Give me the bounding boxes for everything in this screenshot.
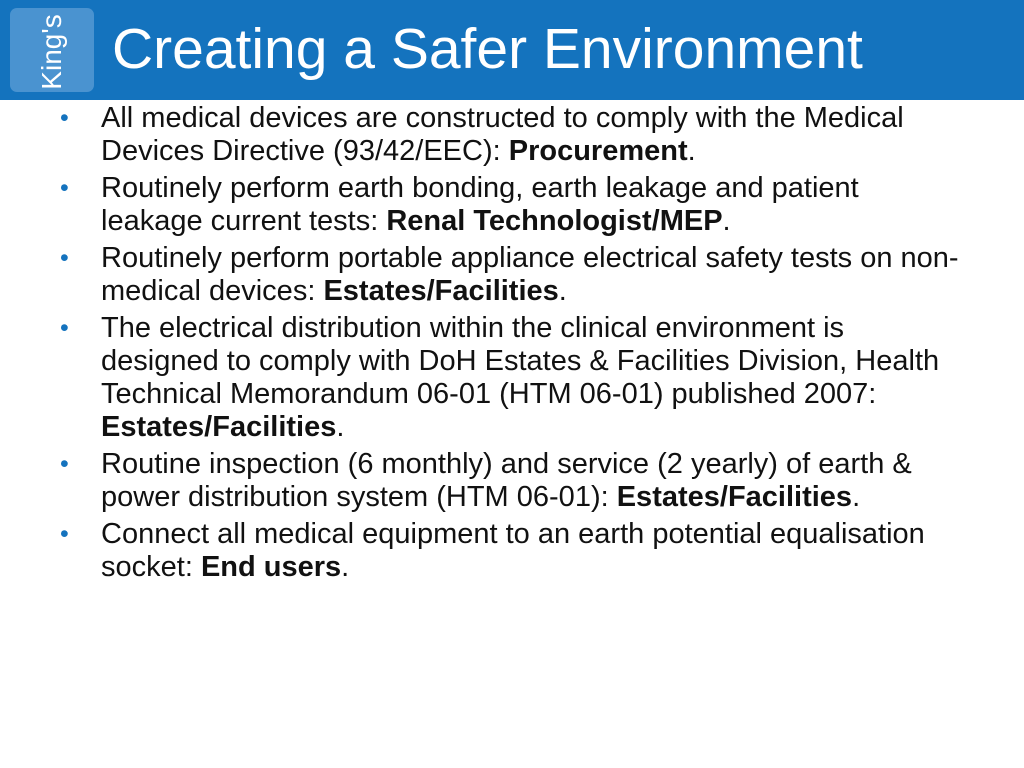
bullet-text: Routinely perform portable appliance electrical safety tests on non-medical devices: [101, 242, 959, 307]
bullet-text: Routine inspection (6 monthly) and service (2 yearly) of earth & power distribution system (HTM 06-01): [101, 448, 912, 513]
bullet-text: Connect all medical equipment to an earth potential equalisation socket: [101, 518, 925, 583]
bullet-item [60, 312, 960, 444]
bullet-end: . [341, 551, 350, 583]
bullet-marker: • [60, 314, 69, 342]
bullet-item [60, 102, 960, 168]
bullet-marker: • [60, 520, 69, 548]
kings-logo [10, 8, 94, 92]
responsible-party: End users [200, 551, 342, 583]
bullet-item [60, 172, 960, 238]
bullet-end: . [336, 411, 345, 443]
bullet-marker: • [60, 244, 69, 272]
bullet-end: . [687, 135, 696, 167]
logo-text: King's [36, 14, 67, 90]
bullet-item [60, 518, 960, 584]
bullet-text: Routinely perform earth bonding, earth leakage and patient leakage current tests: [101, 172, 859, 237]
bullet-text: The electrical distribution within the clinical environment is designed to comply with DoH Estates & Facilities Division, Health Technical Memorandum 06-01 (HTM 06-01) published 2007: [101, 312, 940, 410]
bullet-marker: • [60, 450, 69, 478]
slide-title: Creating a Safer Environment [112, 17, 863, 81]
bullet-text: All medical devices are constructed to comply with the Medical Devices Directive (93/42/EEC): [101, 102, 904, 167]
bullet-item [60, 448, 960, 514]
bullet-end: . [558, 275, 567, 307]
bullet-marker: • [60, 174, 69, 202]
bullet-list [60, 100, 960, 588]
bullet-marker: • [60, 104, 69, 132]
responsible-party: Estates/Facilities [101, 411, 337, 443]
responsible-party: Estates/Facilities [323, 275, 559, 307]
responsible-party: Procurement [508, 135, 688, 167]
bullet-end: . [852, 481, 861, 513]
responsible-party: Estates/Facilities [616, 481, 853, 513]
title-bar [0, 0, 1024, 100]
responsible-party: Renal Technologist/MEP [386, 205, 723, 237]
bullet-end: . [722, 205, 731, 237]
bullet-item [60, 242, 960, 308]
